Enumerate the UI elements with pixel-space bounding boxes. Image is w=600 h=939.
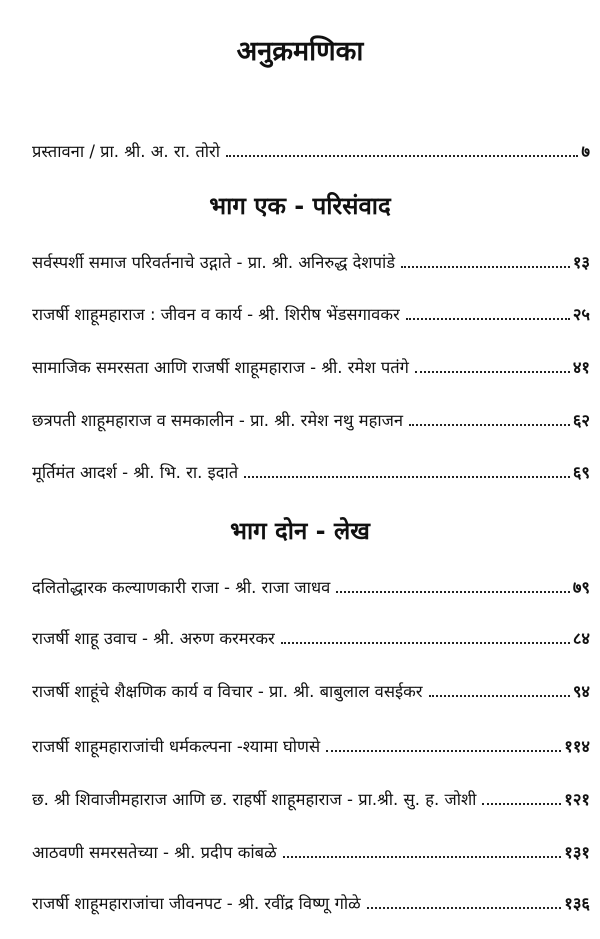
toc-entry-text: आठवणी समरसतेच्या - श्री. प्रदीप कांबळे [32,843,277,862]
dot-leader [367,907,562,909]
dot-leader [336,591,570,593]
toc-entry-page: १३६ [564,894,590,913]
dot-leader [244,476,570,478]
toc-entry [32,628,590,650]
toc-entry-page: ६२ [572,411,590,430]
dot-leader [406,318,570,320]
toc-entry [32,577,590,599]
toc-entry [32,736,590,758]
toc-entry-text: सामाजिक समरसता आणि राजर्षी शाहूमहाराज - श्री. रमेश पतंगे [32,358,409,377]
toc-entry [32,681,590,703]
toc-entry-preface [32,141,590,163]
toc-entry [32,789,590,811]
toc-entry-text: छत्रपती शाहूमहाराज व समकालीन - प्रा. श्री. रमेश नथु महाजन [32,411,404,430]
dot-leader [415,371,570,373]
toc-entry-page: ७९ [572,578,590,597]
dot-leader [226,155,578,157]
page-title: अनुक्रमणिका [236,36,364,67]
dot-leader [281,642,570,644]
dot-leader [401,266,570,268]
toc-entry-page: १३ [572,253,590,272]
toc-entry-page: १२१ [564,790,590,809]
toc-entry [32,252,590,274]
toc-entry-text: मूर्तिमंत आदर्श - श्री. भि. रा. इदाते [32,463,239,482]
toc-entry-text: राजर्षी शाहूमहाराजांची धर्मकल्पना -श्यामा घोणसे [32,737,321,756]
dot-leader [482,803,561,805]
toc-entry-page: ९४ [572,682,590,701]
toc-entry [32,893,590,915]
toc-entry-page: २५ [572,305,590,324]
toc-entry [32,410,590,432]
toc-entry-page: ११४ [564,737,590,756]
toc-entry [32,462,590,484]
toc-entry-text: प्रस्तावना / प्रा. श्री. अ. रा. तोरो [32,142,221,161]
section-heading-part-two: भाग दोन - लेख [230,517,370,545]
toc-entry-page: ६९ [572,463,590,482]
toc-entry-page: ७ [581,142,590,161]
dot-leader [429,695,570,697]
toc-entry [32,357,590,379]
toc-entry-text: राजर्षी शाहूमहाराज : जीवन व कार्य - श्री. शिरीष भेंडसगावकर [32,305,400,324]
toc-entry [32,304,590,326]
dot-leader [326,750,561,752]
toc-entry-text: सर्वस्पर्शी समाज परिवर्तनाचे उद्गाते - प्रा. श्री. अनिरुद्ध देशपांडे [32,253,396,272]
toc-entry-page: ४१ [572,358,590,377]
toc-entry-text: छ. श्री शिवाजीमहाराज आणि छ. राहर्षी शाहूमहाराज - प्रा.श्री. सु. ह. जोशी [32,790,477,809]
toc-entry-text: राजर्षी शाहू उवाच - श्री. अरुण करमरकर [32,629,275,648]
toc-entry-page: ८४ [572,629,590,648]
dot-leader [283,856,562,858]
toc-entry [32,842,590,864]
dot-leader [409,424,570,426]
toc-entry-text: राजर्षी शाहूंचे शैक्षणिक कार्य व विचार - प्रा. श्री. बाबुलाल वसईकर [32,682,423,701]
toc-entry-text: राजर्षी शाहूमहाराजांचा जीवनपट - श्री. रवींद्र विष्णू गोळे [32,894,361,913]
toc-entry-text: दलितोद्धारक कल्याणकारी राजा - श्री. राजा जाधव [32,578,331,597]
section-heading-part-one: भाग एक - परिसंवाद [209,192,391,220]
toc-entry-page: १३१ [564,843,590,862]
